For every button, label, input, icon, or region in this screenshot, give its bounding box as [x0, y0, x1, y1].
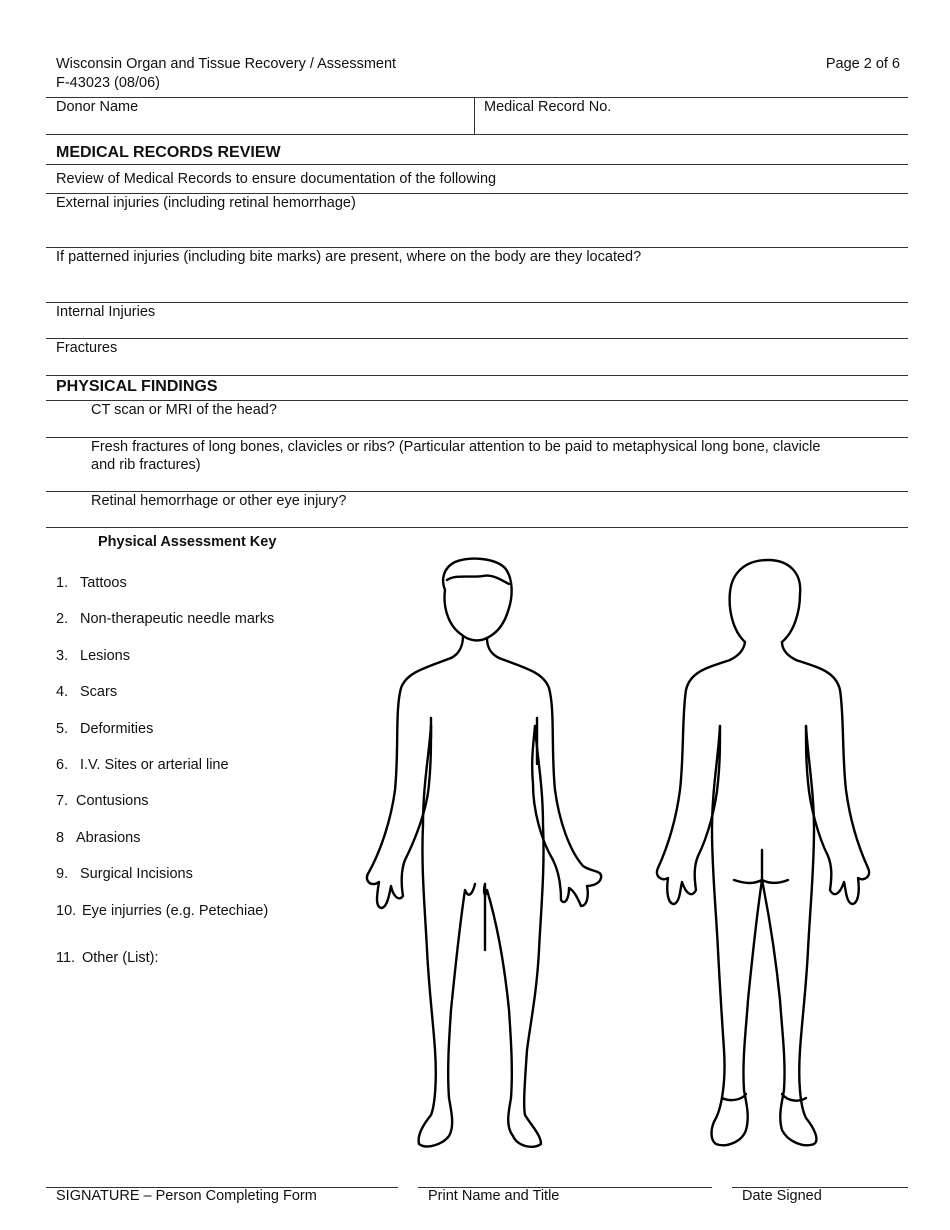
internal-injuries-label: Internal Injuries — [56, 304, 156, 320]
medical-record-label: Medical Record No. — [484, 99, 612, 115]
front-left-leg — [419, 726, 475, 1146]
divider — [46, 302, 908, 303]
key-item-number: 3. — [56, 648, 69, 664]
key-item-number: 5. — [56, 721, 69, 737]
divider — [46, 491, 908, 492]
print-name-label: Print Name and Title — [428, 1188, 560, 1204]
front-left-arm — [367, 658, 451, 908]
divider — [46, 338, 908, 339]
key-item-number: 7. — [56, 793, 69, 809]
divider — [46, 97, 908, 98]
donor-name-field[interactable] — [56, 116, 466, 132]
back-head — [730, 560, 801, 642]
key-item-label: Other (List): — [82, 950, 159, 966]
fresh-fractures-label-line2: and rib fractures) — [91, 457, 201, 473]
key-item-number: 2. — [56, 611, 69, 627]
page-indicator: Page 2 of 6 — [825, 56, 900, 72]
divider — [46, 527, 908, 528]
back-right-arm — [796, 660, 869, 904]
front-right-arm — [499, 658, 601, 906]
fractures-label: Fractures — [56, 340, 118, 356]
date-signed-label: Date Signed — [742, 1188, 822, 1204]
key-item — [56, 721, 153, 737]
divider — [46, 134, 908, 135]
key-item-label: Scars — [80, 684, 118, 700]
back-heel-left — [722, 1094, 746, 1100]
key-item-number: 6. — [56, 757, 69, 773]
patterned-injuries-label: If patterned injuries (including bite marks) are present, where on the body are they located? — [56, 249, 642, 265]
ct-scan-label: CT scan or MRI of the head? — [91, 402, 277, 418]
key-item — [56, 757, 229, 773]
key-item-label: I.V. Sites or arterial line — [80, 757, 229, 773]
key-item-number: 4. — [56, 684, 69, 700]
back-left-arm — [657, 660, 730, 904]
key-item-number: 1. — [56, 575, 69, 591]
key-item-label: Deformities — [80, 721, 154, 737]
key-item-label: Eye injurries (e.g. Petechiae) — [82, 903, 269, 919]
key-item — [56, 950, 159, 966]
key-item — [56, 611, 274, 627]
key-item-label: Tattoos — [80, 575, 127, 591]
fresh-fractures-label-line1: Fresh fractures of long bones, clavicles or ribs? (Particular attention to be paid to metaphysical long bone, clavicle — [91, 439, 821, 455]
key-item — [56, 903, 268, 919]
key-item-label: Surgical Incisions — [80, 866, 193, 882]
key-item-label: Contusions — [76, 793, 149, 809]
body-back-diagram[interactable] — [650, 550, 880, 1155]
key-item — [56, 830, 140, 846]
front-right-leg — [484, 726, 543, 1147]
key-item — [56, 793, 149, 809]
front-head — [443, 559, 511, 641]
key-item — [56, 575, 127, 591]
back-left-leg — [712, 726, 763, 1145]
review-intro: Review of Medical Records to ensure documentation of the following — [56, 171, 497, 187]
form-title: Wisconsin Organ and Tissue Recovery / Assessment — [56, 56, 397, 72]
medical-records-review-heading: MEDICAL RECORDS REVIEW — [56, 144, 281, 161]
signature-label: SIGNATURE – Person Completing Form — [56, 1188, 317, 1204]
divider — [46, 193, 908, 194]
key-item-label: Non-therapeutic needle marks — [80, 611, 275, 627]
form-number: F-43023 (08/06) — [56, 75, 160, 91]
divider — [46, 247, 908, 248]
retinal-label: Retinal hemorrhage or other eye injury? — [91, 493, 347, 509]
key-item — [56, 684, 117, 700]
divider — [46, 375, 908, 376]
key-item-number: 9. — [56, 866, 69, 882]
divider — [46, 437, 908, 438]
back-heel-right — [782, 1094, 806, 1101]
body-front-diagram[interactable] — [355, 550, 615, 1155]
assessment-key-title: Physical Assessment Key — [98, 534, 277, 550]
divider — [46, 164, 908, 165]
external-injuries-label: External injuries (including retinal hemorrhage) — [56, 195, 356, 211]
divider — [46, 400, 908, 401]
key-item — [56, 648, 130, 664]
physical-findings-heading: PHYSICAL FINDINGS — [56, 378, 218, 395]
key-item — [56, 866, 193, 882]
key-item-label: Lesions — [80, 648, 130, 664]
key-item-number: 11. — [56, 950, 76, 966]
key-item-number: 10. — [56, 903, 77, 919]
key-item-label: Abrasions — [76, 830, 141, 846]
donor-name-label: Donor Name — [56, 99, 139, 115]
back-neck — [730, 642, 796, 660]
key-item-number: 8 — [56, 830, 65, 846]
medical-record-field[interactable] — [484, 116, 899, 132]
divider — [474, 97, 475, 134]
front-hair — [447, 576, 509, 584]
